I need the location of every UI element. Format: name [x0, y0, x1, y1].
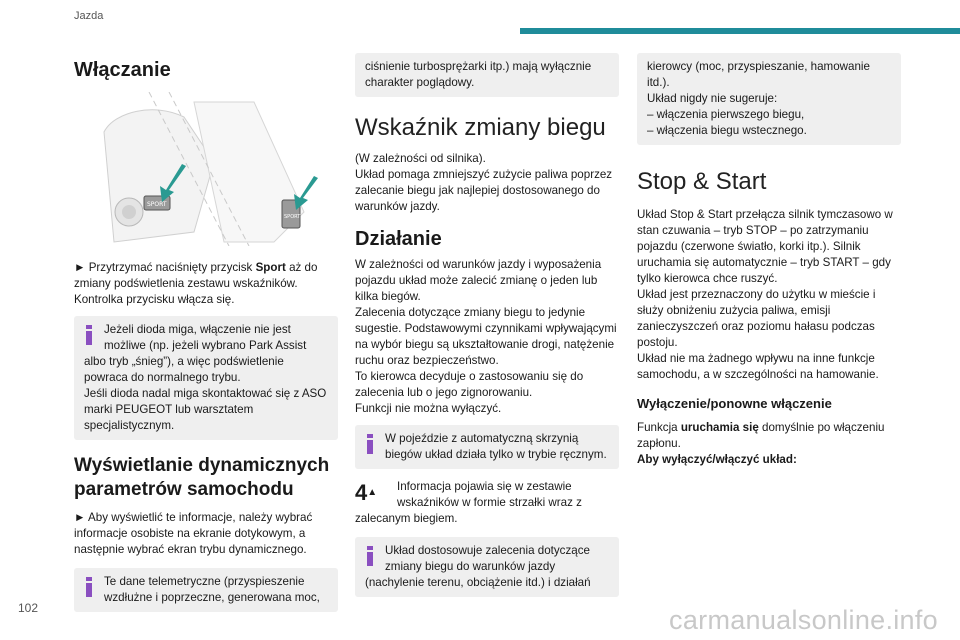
info-note-adapts: Układ dostosowuje zalecenia dotyczące zmiany biegu do warunków jazdy (nachylenie terenu, obciążenie itd.) i działań: [355, 537, 619, 597]
heading-wlaczanie: Włączanie: [74, 59, 171, 81]
info-note-telemetry-continued: ciśnienie turbosprężarki itp.) mają wyłącznie charakter poglądowy.: [355, 53, 619, 97]
section-header: Jazda: [74, 10, 104, 22]
info-icon: [365, 434, 377, 456]
svg-text:SPORT: SPORT: [284, 214, 301, 220]
column-1: [74, 44, 338, 612]
gear-up-arrow-icon: 4▲: [355, 480, 378, 505]
watermark: carmanualsonline.info: [669, 605, 938, 635]
info-icon: [365, 546, 377, 568]
info-icon: [84, 325, 96, 347]
column-3: [637, 44, 901, 468]
column-2: [355, 44, 619, 597]
info-note-led: Jeżeli dioda miga, włączenie nie jest możliwe (np. jeżeli wybrano Park Assist albo tryb „śnieg”), a więc podświetlenie powraca do normalnego trybu. Jeśli dioda nadal miga skontaktować się z ASO marki PEUGEOT lub warsztatem specjalistycznym.: [74, 316, 338, 440]
info-icon: [84, 577, 96, 599]
paragraph-how-to-toggle: Aby wyłączyć/włączyć układ:: [637, 453, 797, 466]
paragraph-default-on: Funkcja uruchamia się domyślnie po włączeniu zapłonu.: [637, 421, 885, 450]
paragraph-press-sport: ► Przytrzymać naciśnięty przycisk Sport aż do zmiany podświetlenia zestawu wskaźników. Kontrolka przycisku włącza się.: [74, 261, 318, 306]
info-note-adapts-continued: kierowcy (moc, przyspieszanie, hamowanie itd.). Układ nigdy nie sugeruje: – włączenia pierwszego biegu, – włączenia biegu wstecznego.: [637, 53, 901, 145]
header-accent-bar: [520, 28, 960, 34]
heading-dynamic-params: Wyświetlanie dynamicznych parametrów samochodu: [74, 455, 330, 500]
info-note-automatic: W pojeździe z automatyczną skrzynią biegów układ działa tylko w trybie ręcznym.: [355, 425, 619, 469]
paragraph-dzialanie: W zależności od warunków jazdy i wyposażenia pojazdu układ może zalecić zmianę o jeden lub kilka biegów. Zalecenia dotyczące zmiany biegu to jedynie sugestie. Podstawowymi czynnikami wpływającymi na wybór biegu są ukształtowanie drogi, natężenie ruchu oraz bezpieczeństwo. To kierowca decyduje o zastosowaniu się do zalecenia lub o jego zignorowaniu. Funkcji nie można wyłączyć.: [355, 258, 617, 415]
heading-stop-start: Stop & Start: [637, 168, 767, 195]
heading-gear-indicator: Wskaźnik zmiany biegu: [355, 114, 606, 141]
sport-button-illustration: [74, 92, 338, 246]
page-number: 102: [18, 601, 39, 615]
svg-text:SPORT: SPORT: [147, 201, 167, 208]
info-note-telemetry: Te dane telemetryczne (przyspieszenie wzdłużne i poprzeczne, generowana moc,: [74, 568, 338, 612]
paragraph-stop-start: Układ Stop & Start przełącza silnik tymczasowo w stan czuwania – tryb STOP – po zatrzymaniu pojazdu (czerwone światło, korki itp.). Silnik uruchamia się automatycznie – tryb START – gdy tylko kierowca chce ruszyć. Układ jest przeznaczony do użytku w mieście i służy obniżeniu zużycia paliwa, emisji zanieczyszczeń oraz poziomu hałasu podczas postoju. Układ nie ma żadnego wpływu na inne funkcje samochodu, a w szczególności na hamowanie.: [637, 208, 893, 381]
gear-arrow-note: 4▲ Informacja pojawia się w zestawie wskaźników w formie strzałki wraz z zalecanym biegiem.: [355, 480, 582, 525]
heading-dzialanie: Działanie: [355, 228, 442, 250]
paragraph-display-info: ► Aby wyświetlić te informacje, należy wybrać informacje osobiste na ekranie dotykowym, a następnie wybrać ekran trybu dynamicznego.: [74, 511, 313, 556]
heading-disable-enable: Wyłączenie/ponowne włączenie: [637, 396, 832, 411]
paragraph-gear-intro: (W zależności od silnika). Układ pomaga zmniejszyć zużycie paliwa poprzez zalecanie biegu jak najlepiej dostosowanego do warunków jazdy.: [355, 152, 613, 213]
